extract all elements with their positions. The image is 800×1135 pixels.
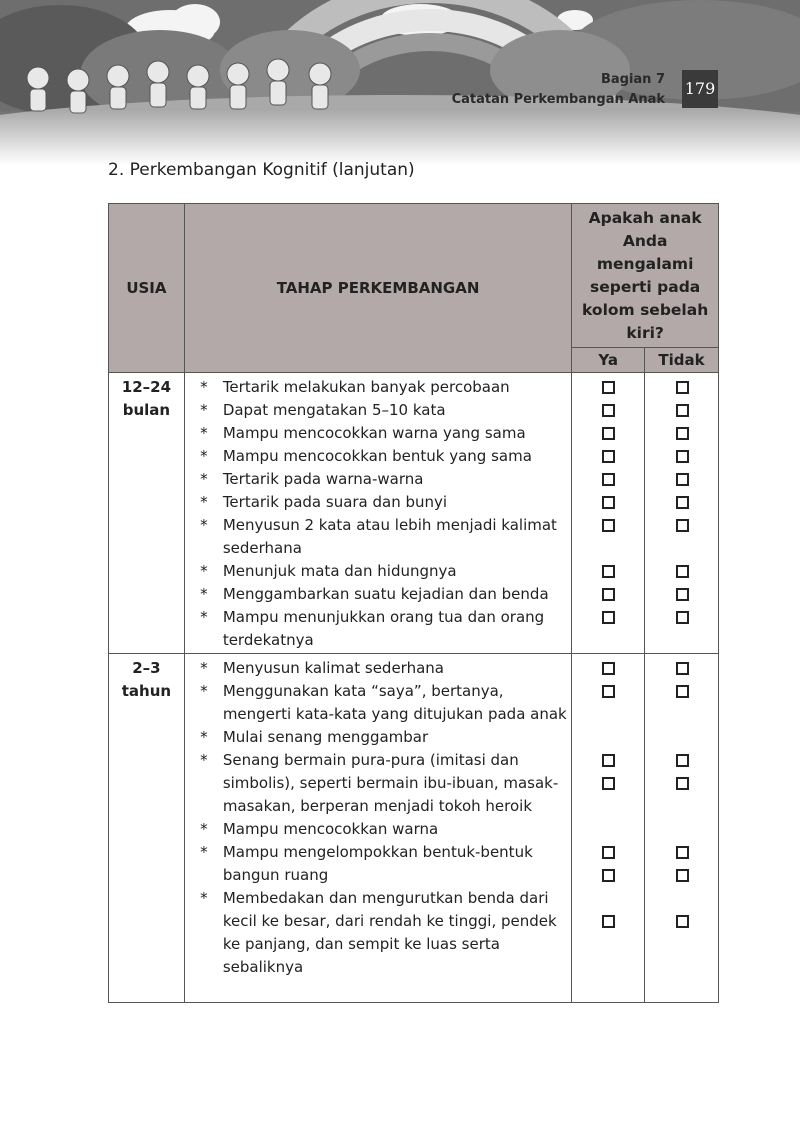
bullet-star: * xyxy=(200,608,208,626)
tidak-checkbox[interactable] xyxy=(645,583,718,606)
ya-checkbox[interactable] xyxy=(572,680,644,749)
tidak-checkbox[interactable] xyxy=(645,468,718,491)
list-item: * Tertarik pada warna-warna xyxy=(185,468,571,491)
tidak-checkbox[interactable] xyxy=(645,560,718,583)
milestone-list xyxy=(184,373,571,654)
tidak-checkbox[interactable] xyxy=(645,841,718,864)
usia-header: USIA xyxy=(109,204,185,373)
tidak-checkbox[interactable] xyxy=(645,864,718,910)
ya-checkbox[interactable] xyxy=(572,491,644,514)
bullet-star: * xyxy=(200,401,208,419)
ya-checkbox[interactable] xyxy=(572,772,644,841)
chapter-title: Catatan Perkembangan Anak xyxy=(451,92,665,107)
ya-column xyxy=(572,373,645,654)
ya-checkbox[interactable] xyxy=(572,749,644,772)
age-cell xyxy=(109,654,185,1003)
ya-checkbox[interactable] xyxy=(572,864,644,910)
tidak-checkbox[interactable] xyxy=(645,772,718,841)
age-group-row xyxy=(109,373,719,654)
bullet-star: * xyxy=(200,751,208,769)
list-item: * Tertarik pada suara dan bunyi xyxy=(185,491,571,514)
age-unit: bulan xyxy=(122,401,171,419)
ya-checkbox[interactable] xyxy=(572,399,644,422)
bullet-star: * xyxy=(200,493,208,511)
list-item: * Mampu mencocokkan bentuk yang sama xyxy=(185,445,571,468)
tidak-checkbox[interactable] xyxy=(645,514,718,560)
age-group-row xyxy=(109,654,719,1003)
tidak-checkbox[interactable] xyxy=(645,749,718,772)
tahap-header: TAHAP PERKEMBANGAN xyxy=(184,204,571,373)
running-header xyxy=(452,70,665,110)
page-number: 179 xyxy=(682,70,718,108)
tidak-column xyxy=(645,654,719,1003)
bullet-star: * xyxy=(200,843,208,861)
list-item: * Mampu mencocokkan warna yang sama xyxy=(185,422,571,445)
ya-checkbox[interactable] xyxy=(572,606,644,652)
age-value: 2–3 xyxy=(132,659,161,677)
tidak-checkbox[interactable] xyxy=(645,491,718,514)
tidak-checkbox[interactable] xyxy=(645,657,718,680)
age-cell xyxy=(109,373,185,654)
list-item: * Senang bermain pura-pura (imitasi dan simbolis), seperti bermain ibu-ibuan, masak-masakan, berperan menjadi tokoh heroik xyxy=(185,749,571,818)
ya-checkbox[interactable] xyxy=(572,560,644,583)
bullet-star: * xyxy=(200,470,208,488)
bullet-star: * xyxy=(200,659,208,677)
list-item: * Mampu mengelompokkan bentuk-bentuk bangun ruang xyxy=(185,841,571,887)
list-item: * Mampu menunjukkan orang tua dan orang terdekatnya xyxy=(185,606,571,652)
tidak-checkbox[interactable] xyxy=(645,606,718,652)
bullet-star: * xyxy=(200,820,208,838)
ya-checkbox[interactable] xyxy=(572,422,644,445)
list-item: * Menyusun 2 kata atau lebih menjadi kalimat sederhana xyxy=(185,514,571,560)
ya-column xyxy=(572,654,645,1003)
ya-header: Ya xyxy=(572,348,645,373)
bullet-star: * xyxy=(200,424,208,442)
tidak-checkbox[interactable] xyxy=(645,376,718,399)
list-item: * Mampu mencocokkan warna xyxy=(185,818,571,841)
tidak-checkbox[interactable] xyxy=(645,910,718,1002)
ya-checkbox[interactable] xyxy=(572,841,644,864)
ya-checkbox[interactable] xyxy=(572,514,644,560)
tidak-column xyxy=(645,373,719,654)
ya-checkbox[interactable] xyxy=(572,445,644,468)
age-value: 12–24 xyxy=(121,378,172,396)
tidak-checkbox[interactable] xyxy=(645,445,718,468)
list-item: * Mulai senang menggambar xyxy=(185,726,571,749)
list-item: * Menyusun kalimat sederhana xyxy=(185,657,571,680)
ya-checkbox[interactable] xyxy=(572,376,644,399)
bullet-star: * xyxy=(200,378,208,396)
tidak-checkbox[interactable] xyxy=(645,422,718,445)
ya-checkbox[interactable] xyxy=(572,657,644,680)
bullet-star: * xyxy=(200,889,208,907)
section-title: 2. Perkembangan Kognitif (lanjutan) xyxy=(108,160,415,180)
question-header: Apakah anak Anda mengalami seperti pada kolom sebelah kiri? xyxy=(572,204,719,348)
ya-checkbox[interactable] xyxy=(572,468,644,491)
list-item: * Menunjuk mata dan hidungnya xyxy=(185,560,571,583)
tidak-header: Tidak xyxy=(645,348,719,373)
bullet-star: * xyxy=(200,516,208,534)
milestone-list xyxy=(184,654,571,1003)
bullet-star: * xyxy=(200,447,208,465)
age-unit: tahun xyxy=(121,682,172,700)
bullet-star: * xyxy=(200,562,208,580)
bullet-star: * xyxy=(200,682,208,700)
tidak-checkbox[interactable] xyxy=(645,680,718,749)
ya-checkbox[interactable] xyxy=(572,583,644,606)
header-illustration xyxy=(0,0,800,165)
list-item: * Dapat mengatakan 5–10 kata xyxy=(185,399,571,422)
development-checklist-table xyxy=(108,203,719,1003)
list-item: * Menggunakan kata “saya”, bertanya, mengerti kata-kata yang ditujukan pada anak xyxy=(185,680,571,726)
part-label: Bagian 7 xyxy=(600,72,665,87)
ya-checkbox[interactable] xyxy=(572,910,644,1002)
list-item: * Tertarik melakukan banyak percobaan xyxy=(185,376,571,399)
bullet-star: * xyxy=(200,585,208,603)
list-item: * Membedakan dan mengurutkan benda dari kecil ke besar, dari rendah ke tinggi, pendek ke panjang, dan sempit ke luas serta sebaliknya xyxy=(185,887,571,979)
tidak-checkbox[interactable] xyxy=(645,399,718,422)
bullet-star: * xyxy=(200,728,208,746)
list-item: * Menggambarkan suatu kejadian dan benda xyxy=(185,583,571,606)
